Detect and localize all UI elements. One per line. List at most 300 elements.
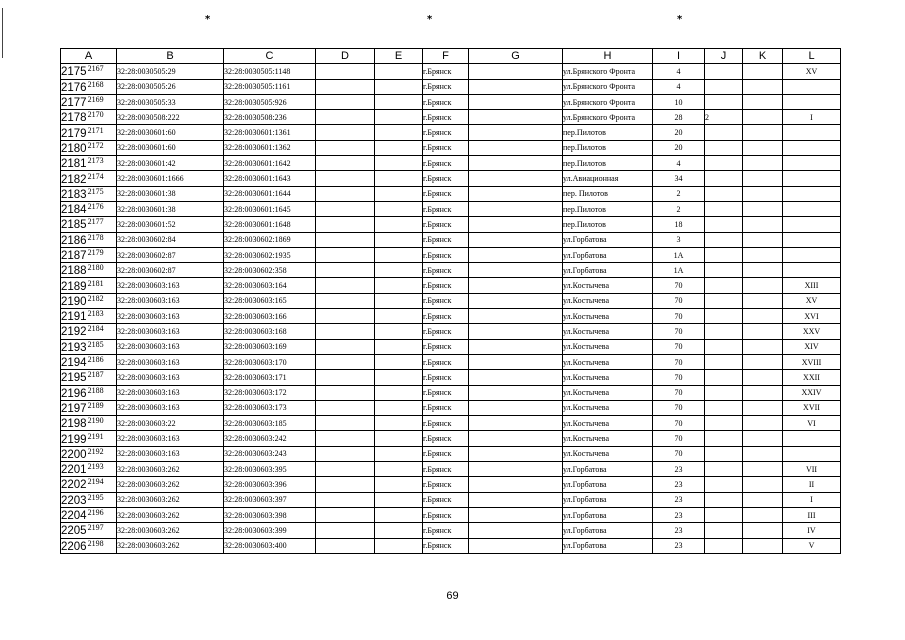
row-number: 2189 — [61, 280, 87, 293]
room-number-cell: XXII — [783, 370, 841, 385]
street-cell: ул.Костычева — [563, 416, 653, 431]
row-number: 2206 — [61, 540, 87, 553]
column-k-cell — [743, 156, 783, 171]
street-cell: ул.Горбатова — [563, 232, 653, 247]
object-number-cell: 32:28:0030601:1362 — [224, 140, 316, 155]
column-header-f: F — [423, 49, 469, 64]
room-number-cell: I — [783, 110, 841, 125]
column-g-cell — [469, 416, 563, 431]
cadastral-number-cell: 32:28:0030601:52 — [117, 217, 224, 232]
city-cell: г.Брянск — [423, 416, 469, 431]
house-number-cell: 70 — [653, 354, 705, 369]
record-number: 2180 — [87, 263, 104, 273]
object-number-cell: 32:28:0030603:396 — [224, 477, 316, 492]
room-number-cell — [783, 156, 841, 171]
row-number: 2187 — [61, 250, 87, 262]
column-d-cell — [316, 140, 375, 155]
column-header-c: C — [224, 49, 316, 64]
column-d-cell — [316, 278, 375, 293]
city-cell: г.Брянск — [423, 247, 469, 262]
room-number-cell — [783, 431, 841, 446]
object-number-cell: 32:28:0030603:170 — [224, 354, 316, 369]
record-number: 2178 — [87, 232, 104, 242]
record-number: 2194 — [87, 477, 104, 487]
column-e-cell — [375, 538, 423, 553]
cadastral-number-cell: 32:28:0030603:163 — [117, 339, 224, 354]
object-number-cell: 32:28:0030603:165 — [224, 293, 316, 308]
column-g-cell — [469, 110, 563, 125]
table-row — [61, 431, 841, 446]
city-cell: г.Брянск — [423, 156, 469, 171]
table-row — [61, 247, 841, 262]
column-g-cell — [469, 64, 563, 79]
room-number-cell — [783, 79, 841, 94]
column-g-cell — [469, 263, 563, 278]
column-j-cell — [705, 523, 743, 538]
column-d-cell — [316, 492, 375, 507]
room-number-cell — [783, 263, 841, 278]
row-number: 2183 — [61, 188, 87, 201]
house-number-cell: 70 — [653, 278, 705, 293]
table-row — [61, 538, 841, 553]
city-cell: г.Брянск — [423, 370, 469, 385]
room-number-cell: VI — [783, 416, 841, 431]
city-cell: г.Брянск — [423, 431, 469, 446]
cadastral-number-cell: 32:28:0030508:222 — [117, 110, 224, 125]
cadastral-number-cell: 32:28:0030603:262 — [117, 492, 224, 507]
column-k-cell — [743, 110, 783, 125]
column-e-cell — [375, 370, 423, 385]
row-number-cell — [61, 94, 117, 109]
record-number: 2190 — [87, 416, 104, 426]
column-header-g: G — [469, 49, 563, 64]
cadastral-number-cell: 32:28:0030601:38 — [117, 201, 224, 216]
house-number-cell: 70 — [653, 400, 705, 415]
row-number: 2188 — [61, 265, 87, 278]
table-row — [61, 446, 841, 461]
column-k-cell — [743, 492, 783, 507]
street-cell: ул.Брянского Фронта — [563, 94, 653, 109]
column-j-cell — [705, 64, 743, 79]
column-g-cell — [469, 492, 563, 507]
column-d-cell — [316, 339, 375, 354]
record-number: 2169 — [87, 95, 104, 105]
column-k-cell — [743, 400, 783, 415]
row-number-cell — [61, 370, 117, 385]
house-number-cell: 4 — [653, 64, 705, 79]
column-j-cell — [705, 416, 743, 431]
city-cell: г.Брянск — [423, 140, 469, 155]
header-mark-2: * — [427, 14, 433, 25]
table-row — [61, 385, 841, 400]
object-number-cell: 32:28:0030601:1643 — [224, 171, 316, 186]
cadastral-number-cell: 32:28:0030603:163 — [117, 431, 224, 446]
column-j-cell — [705, 339, 743, 354]
street-cell: пер.Пилотов — [563, 217, 653, 232]
house-number-cell: 28 — [653, 110, 705, 125]
room-number-cell — [783, 446, 841, 461]
row-number-cell — [61, 538, 117, 553]
table-row — [61, 293, 841, 308]
record-number: 2177 — [87, 217, 104, 227]
house-number-cell: 10 — [653, 94, 705, 109]
object-number-cell: 32:28:0030603:243 — [224, 446, 316, 461]
room-number-cell — [783, 125, 841, 140]
column-e-cell — [375, 523, 423, 538]
column-k-cell — [743, 324, 783, 339]
cadastral-number-cell: 32:28:0030603:262 — [117, 538, 224, 553]
city-cell: г.Брянск — [423, 354, 469, 369]
column-e-cell — [375, 309, 423, 324]
column-k-cell — [743, 309, 783, 324]
column-k-cell — [743, 538, 783, 553]
cadastral-number-cell: 32:28:0030601:1666 — [117, 171, 224, 186]
street-cell: ул.Костычева — [563, 385, 653, 400]
column-j-cell — [705, 400, 743, 415]
column-k-cell — [743, 278, 783, 293]
record-number: 2168 — [87, 79, 104, 89]
column-d-cell — [316, 477, 375, 492]
cadastral-number-cell: 32:28:0030603:22 — [117, 416, 224, 431]
column-header-e: E — [375, 49, 423, 64]
record-number: 2195 — [87, 492, 104, 502]
city-cell: г.Брянск — [423, 201, 469, 216]
column-header-row — [61, 49, 841, 64]
row-number-cell — [61, 171, 117, 186]
column-header-l: L — [783, 49, 841, 64]
city-cell: г.Брянск — [423, 400, 469, 415]
column-j-cell — [705, 247, 743, 262]
record-number: 2187 — [87, 370, 104, 380]
room-number-cell: VII — [783, 462, 841, 477]
table-row — [61, 94, 841, 109]
row-number-cell — [61, 64, 117, 79]
record-number: 2182 — [87, 293, 104, 303]
street-cell: ул.Костычева — [563, 278, 653, 293]
row-number-cell — [61, 232, 117, 247]
cadastral-number-cell: 32:28:0030603:163 — [117, 385, 224, 400]
house-number-cell: 70 — [653, 385, 705, 400]
column-g-cell — [469, 94, 563, 109]
column-d-cell — [316, 156, 375, 171]
house-number-cell: 70 — [653, 431, 705, 446]
cadastral-number-cell: 32:28:0030601:60 — [117, 125, 224, 140]
column-j-cell — [705, 263, 743, 278]
room-number-cell: XIV — [783, 339, 841, 354]
column-k-cell — [743, 186, 783, 201]
column-j-cell — [705, 492, 743, 507]
column-d-cell — [316, 523, 375, 538]
object-number-cell: 32:28:0030505:1161 — [224, 79, 316, 94]
column-k-cell — [743, 94, 783, 109]
room-number-cell — [783, 186, 841, 201]
street-cell: пер.Пилотов — [563, 201, 653, 216]
cadastral-number-cell: 32:28:0030603:262 — [117, 477, 224, 492]
column-d-cell — [316, 400, 375, 415]
column-e-cell — [375, 247, 423, 262]
city-cell: г.Брянск — [423, 217, 469, 232]
column-g-cell — [469, 370, 563, 385]
room-number-cell: II — [783, 477, 841, 492]
record-number: 2172 — [87, 140, 104, 150]
column-e-cell — [375, 507, 423, 522]
record-number: 2179 — [87, 248, 104, 257]
room-number-cell: XVII — [783, 400, 841, 415]
city-cell: г.Брянск — [423, 309, 469, 324]
cadastral-number-cell: 32:28:0030601:38 — [117, 186, 224, 201]
cadastral-number-cell: 32:28:0030603:163 — [117, 293, 224, 308]
object-number-cell: 32:28:0030601:1645 — [224, 201, 316, 216]
room-number-cell: III — [783, 507, 841, 522]
column-g-cell — [469, 507, 563, 522]
record-number: 2192 — [87, 446, 104, 456]
row-number: 2178 — [61, 112, 87, 125]
row-number-cell — [61, 79, 117, 94]
table-row — [61, 492, 841, 507]
city-cell: г.Брянск — [423, 293, 469, 308]
row-number: 2190 — [61, 295, 87, 308]
street-cell: ул.Костычева — [563, 446, 653, 461]
table-row — [61, 416, 841, 431]
street-cell: ул.Брянского Фронта — [563, 110, 653, 125]
row-number: 2185 — [61, 219, 87, 232]
object-number-cell: 32:28:0030603:400 — [224, 538, 316, 553]
column-d-cell — [316, 354, 375, 369]
object-number-cell: 32:28:0030603:172 — [224, 385, 316, 400]
row-number-cell — [61, 446, 117, 461]
column-j-cell — [705, 538, 743, 553]
city-cell: г.Брянск — [423, 79, 469, 94]
object-number-cell: 32:28:0030601:1648 — [224, 217, 316, 232]
row-number-cell — [61, 507, 117, 522]
room-number-cell — [783, 94, 841, 109]
column-g-cell — [469, 293, 563, 308]
column-d-cell — [316, 125, 375, 140]
cadastral-number-cell: 32:28:0030601:42 — [117, 156, 224, 171]
house-number-cell: 70 — [653, 309, 705, 324]
record-number: 2185 — [87, 339, 104, 349]
column-g-cell — [469, 324, 563, 339]
column-e-cell — [375, 94, 423, 109]
object-number-cell: 32:28:0030603:166 — [224, 309, 316, 324]
column-k-cell — [743, 385, 783, 400]
row-number: 2203 — [61, 494, 87, 507]
column-j-cell — [705, 217, 743, 232]
column-g-cell — [469, 186, 563, 201]
row-number-cell — [61, 263, 117, 278]
column-j-cell — [705, 232, 743, 247]
column-d-cell — [316, 324, 375, 339]
room-number-cell — [783, 217, 841, 232]
row-number: 2181 — [61, 158, 87, 171]
city-cell: г.Брянск — [423, 110, 469, 125]
cadastral-number-cell: 32:28:0030603:262 — [117, 462, 224, 477]
column-j-cell — [705, 370, 743, 385]
record-number: 2197 — [87, 523, 104, 533]
city-cell: г.Брянск — [423, 324, 469, 339]
row-number-cell — [61, 186, 117, 201]
cadastral-number-cell: 32:28:0030603:262 — [117, 523, 224, 538]
column-k-cell — [743, 79, 783, 94]
header-mark-1: * — [205, 14, 211, 25]
record-number: 2173 — [87, 156, 104, 166]
cadastral-number-cell: 32:28:0030602:87 — [117, 263, 224, 278]
column-g-cell — [469, 140, 563, 155]
city-cell: г.Брянск — [423, 339, 469, 354]
column-j-cell — [705, 125, 743, 140]
row-number-cell — [61, 431, 117, 446]
column-e-cell — [375, 416, 423, 431]
row-number-cell — [61, 156, 117, 171]
cadastral-number-cell: 32:28:0030602:84 — [117, 232, 224, 247]
column-e-cell — [375, 431, 423, 446]
column-d-cell — [316, 309, 375, 324]
column-d-cell — [316, 293, 375, 308]
house-number-cell: 20 — [653, 125, 705, 140]
city-cell: г.Брянск — [423, 492, 469, 507]
column-e-cell — [375, 125, 423, 140]
column-header-i: I — [653, 49, 705, 64]
table-row — [61, 110, 841, 125]
city-cell: г.Брянск — [423, 125, 469, 140]
object-number-cell: 32:28:0030602:1935 — [224, 247, 316, 262]
house-number-cell: 1А — [653, 263, 705, 278]
cadastral-number-cell: 32:28:0030603:163 — [117, 309, 224, 324]
column-e-cell — [375, 477, 423, 492]
row-number-cell — [61, 293, 117, 308]
row-number-cell — [61, 217, 117, 232]
column-d-cell — [316, 217, 375, 232]
house-number-cell: 4 — [653, 79, 705, 94]
row-number: 2204 — [61, 510, 87, 523]
column-j-cell — [705, 431, 743, 446]
column-e-cell — [375, 171, 423, 186]
row-number-cell — [61, 125, 117, 140]
column-k-cell — [743, 416, 783, 431]
house-number-cell: 23 — [653, 523, 705, 538]
table-row — [61, 64, 841, 79]
column-header-d: D — [316, 49, 375, 64]
table-row — [61, 140, 841, 155]
column-e-cell — [375, 446, 423, 461]
record-number: 2175 — [87, 186, 104, 196]
column-g-cell — [469, 201, 563, 216]
object-number-cell: 32:28:0030603:185 — [224, 416, 316, 431]
column-d-cell — [316, 431, 375, 446]
column-g-cell — [469, 217, 563, 232]
street-cell: ул.Костычева — [563, 324, 653, 339]
column-d-cell — [316, 538, 375, 553]
column-k-cell — [743, 263, 783, 278]
column-header-b: B — [117, 49, 224, 64]
city-cell: г.Брянск — [423, 64, 469, 79]
column-j-cell — [705, 477, 743, 492]
column-e-cell — [375, 354, 423, 369]
row-number: 2202 — [61, 479, 87, 492]
column-k-cell — [743, 217, 783, 232]
row-number: 2198 — [61, 418, 87, 431]
column-e-cell — [375, 492, 423, 507]
column-j-cell — [705, 462, 743, 477]
column-g-cell — [469, 339, 563, 354]
column-d-cell — [316, 171, 375, 186]
cadastral-number-cell: 32:28:0030603:163 — [117, 354, 224, 369]
column-j-cell — [705, 385, 743, 400]
row-number-cell — [61, 416, 117, 431]
row-number-cell — [61, 354, 117, 369]
object-number-cell: 32:28:0030601:1361 — [224, 125, 316, 140]
column-j-cell — [705, 278, 743, 293]
column-j-cell — [705, 309, 743, 324]
row-number: 2199 — [61, 433, 87, 446]
column-j-cell — [705, 446, 743, 461]
row-number-cell — [61, 492, 117, 507]
record-number: 2191 — [87, 431, 104, 441]
record-number: 2176 — [87, 202, 104, 212]
column-g-cell — [469, 125, 563, 140]
cadastral-number-cell: 32:28:0030505:29 — [117, 64, 224, 79]
row-number: 2201 — [61, 464, 87, 477]
row-number-cell — [61, 324, 117, 339]
table-row — [61, 156, 841, 171]
row-number: 2205 — [61, 525, 87, 538]
object-number-cell: 32:28:0030603:164 — [224, 278, 316, 293]
row-number: 2192 — [61, 326, 87, 339]
row-number: 2175 — [61, 66, 87, 79]
city-cell: г.Брянск — [423, 523, 469, 538]
column-j-cell — [705, 293, 743, 308]
row-number: 2191 — [61, 311, 87, 324]
table-body — [61, 64, 841, 554]
street-cell: пер.Пилотов — [563, 125, 653, 140]
column-k-cell — [743, 140, 783, 155]
row-number: 2197 — [61, 402, 87, 415]
house-number-cell: 2 — [653, 186, 705, 201]
column-k-cell — [743, 507, 783, 522]
column-g-cell — [469, 278, 563, 293]
object-number-cell: 32:28:0030603:395 — [224, 462, 316, 477]
house-number-cell: 70 — [653, 370, 705, 385]
column-d-cell — [316, 446, 375, 461]
column-g-cell — [469, 232, 563, 247]
record-number: 2170 — [87, 110, 104, 120]
column-g-cell — [469, 477, 563, 492]
object-number-cell: 32:28:0030603:168 — [224, 324, 316, 339]
table-row — [61, 278, 841, 293]
object-number-cell: 32:28:0030603:173 — [224, 400, 316, 415]
column-e-cell — [375, 156, 423, 171]
column-d-cell — [316, 110, 375, 125]
column-e-cell — [375, 79, 423, 94]
room-number-cell: XV — [783, 293, 841, 308]
street-cell: ул.Авиационная — [563, 171, 653, 186]
column-e-cell — [375, 263, 423, 278]
column-k-cell — [743, 354, 783, 369]
column-d-cell — [316, 416, 375, 431]
room-number-cell — [783, 171, 841, 186]
table-row — [61, 324, 841, 339]
row-number: 2196 — [61, 387, 87, 400]
column-j-cell: 2 — [705, 110, 743, 125]
room-number-cell — [783, 201, 841, 216]
column-k-cell — [743, 446, 783, 461]
city-cell: г.Брянск — [423, 385, 469, 400]
house-number-cell: 20 — [653, 140, 705, 155]
column-j-cell — [705, 186, 743, 201]
house-number-cell: 70 — [653, 446, 705, 461]
room-number-cell: XIII — [783, 278, 841, 293]
row-number-cell — [61, 140, 117, 155]
